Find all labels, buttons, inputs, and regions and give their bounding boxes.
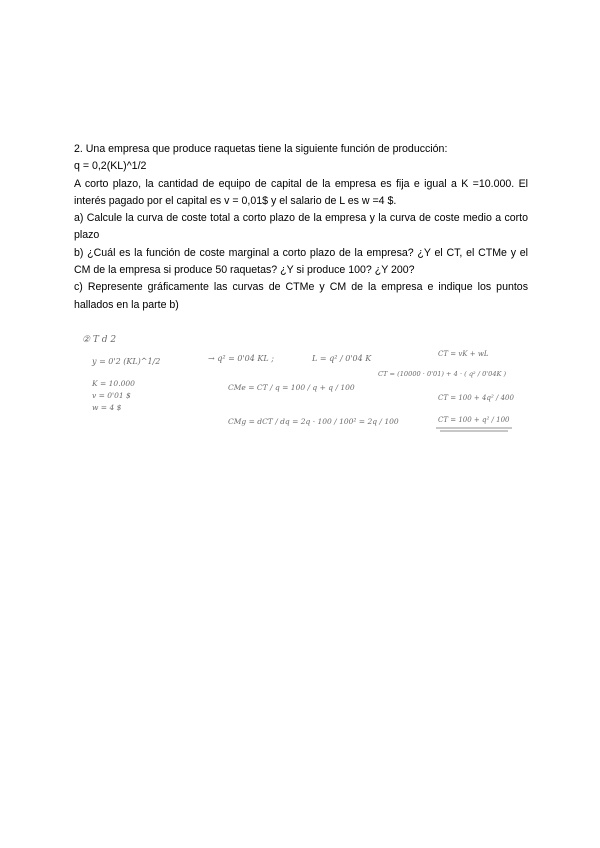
part-b: b) ¿Cuál es la función de coste marginal a corto plazo de la empresa? ¿Y el CT, el CTMe y el CM de la empresa si produce 50 raquetas? ¿Y si produce 100? ¿Y 200? bbox=[74, 246, 528, 277]
hw-marginal-cost: CMg = dCT / dq = 2q · 100 / 100² = 2q / 100 bbox=[228, 417, 399, 426]
problem-heading: 2. Una empresa que produce raquetas tiene la siguiente función de producción: bbox=[74, 143, 448, 155]
part-a: a) Calcule la curva de coste total a corto plazo de la empresa y la curva de coste medio a corto plazo bbox=[74, 212, 528, 242]
hw-ct-3: CT = 100 + 4q² / 400 bbox=[438, 394, 514, 402]
hw-ct-1: CT = vK + wL bbox=[438, 350, 489, 358]
hw-ct-4: CT = 100 + q² / 100 bbox=[438, 416, 510, 424]
handwritten-solution bbox=[80, 330, 520, 440]
hw-label: ② T d 2 bbox=[82, 335, 117, 345]
hw-average-cost: CMe = CT / q = 100 / q + q / 100 bbox=[228, 383, 355, 392]
hw-given-w: w = 4 $ bbox=[92, 403, 122, 412]
hw-given-k: K = 10.000 bbox=[92, 379, 135, 388]
production-function: q = 0,2(KL)^1/2 bbox=[74, 160, 147, 173]
hw-labor: L = q² / 0'04 K bbox=[312, 354, 372, 363]
handwritten-solution-drawing bbox=[80, 330, 520, 440]
part-c: c) Represente gráficamente las curvas de CTMe y CM de la empresa e indique los puntos hallados en la parte b) bbox=[74, 281, 528, 311]
hw-given-v: v = 0'01 $ bbox=[92, 391, 131, 400]
hw-squared: → q² = 0'04 KL ; bbox=[208, 354, 274, 363]
hw-ct-2: CT = (10000 · 0'01) + 4 · ( q² / 0'04K ) bbox=[378, 370, 507, 378]
hw-production: y = 0'2 (KL)^1/2 bbox=[92, 357, 161, 366]
problem-context: A corto plazo, la cantidad de equipo de capital de la empresa es fija e igual a K =10.000. El interés pagado por el capital es v = 0,01$ y el salario de L es w =4 $. bbox=[74, 177, 528, 207]
problem-statement bbox=[74, 141, 528, 314]
